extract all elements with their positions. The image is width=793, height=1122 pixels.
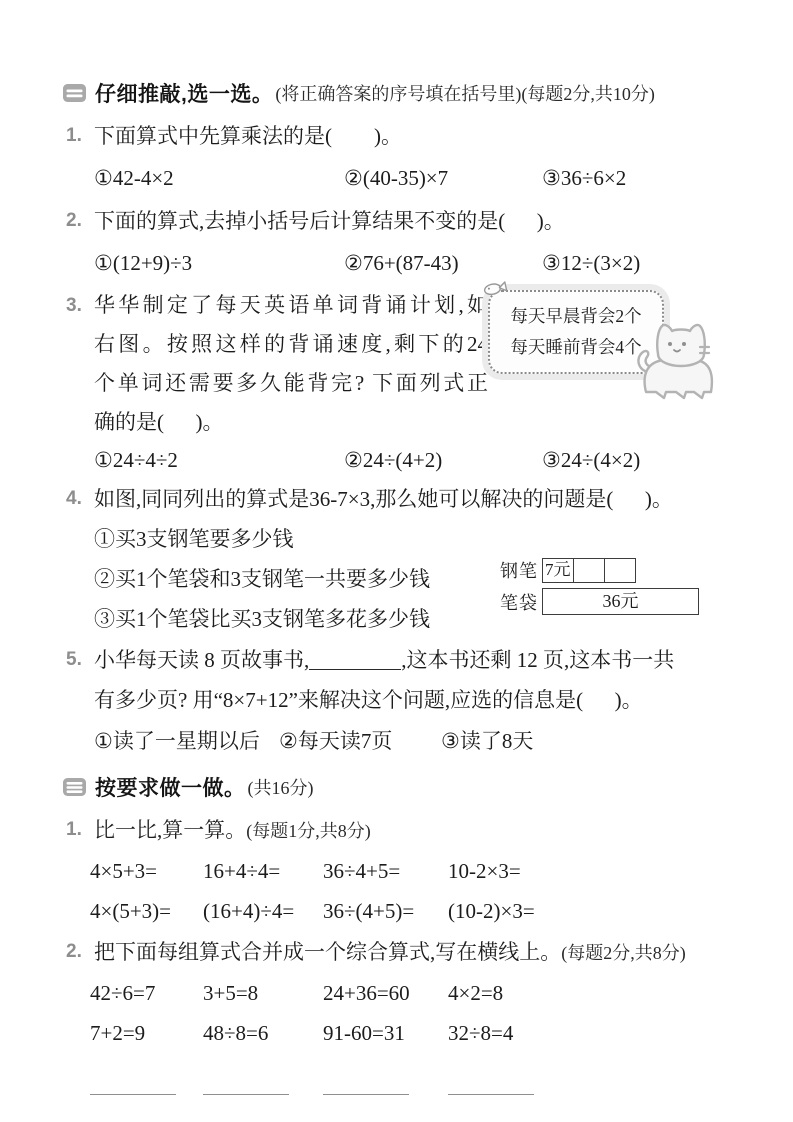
- option-1: ①读了一星期以后: [94, 729, 260, 753]
- question-1-text: 下面算式中先算乘法的是( )。: [94, 124, 402, 148]
- answer-line: [323, 1071, 409, 1095]
- notebook-list-icon: [62, 83, 87, 103]
- memo-line-2: 每天睡前背会4个: [510, 337, 642, 357]
- equation: 48÷8=6: [203, 1021, 269, 1045]
- equation: 7+2=9: [90, 1021, 146, 1045]
- instruction-text: 把下面每组算式合并成一个综合算式,写在横线上。: [94, 940, 562, 964]
- section2-title: 按要求做一做。: [95, 777, 246, 800]
- option-2: ②(40-35)×7: [344, 166, 449, 190]
- option-1: ①(12+9)÷3: [94, 251, 193, 275]
- question-number: 2.: [66, 941, 82, 962]
- question-3-line: 华华制定了每天英语单词背诵计划,如: [94, 293, 488, 317]
- equation-row-2: [90, 891, 741, 931]
- equation: 91-60=31: [323, 1021, 405, 1045]
- cat-illustration: [634, 314, 718, 407]
- section2-header: [62, 772, 741, 802]
- question-5-options: [94, 720, 741, 762]
- bag-bar: [542, 588, 699, 615]
- section1-title: 仔细推敲,选一选。: [95, 83, 274, 106]
- question-1-number: 1.: [66, 125, 82, 146]
- question-number: 1.: [66, 819, 82, 840]
- option-3: ③买1个笔袋比买3支钢笔多花多少钱: [94, 607, 430, 631]
- equation: (16+4)÷4=: [203, 899, 295, 923]
- answer-line: [90, 1071, 176, 1095]
- question-2: [66, 201, 741, 285]
- question-2-number: 2.: [66, 210, 82, 231]
- section1-header: [62, 78, 741, 108]
- option-1: ①42-4×2: [94, 166, 174, 190]
- equation: 4×5+3=: [90, 859, 158, 883]
- equation: 10-2×3=: [448, 859, 521, 883]
- section2-question-2: [66, 932, 741, 1103]
- bag-row: [500, 588, 699, 615]
- bag-price: 36元: [602, 591, 639, 611]
- question-4: [66, 479, 741, 639]
- equation: 4×(5+3)=: [90, 899, 172, 923]
- answer-lines-row: [90, 1071, 741, 1103]
- instruction-text: 比一比,算一算。: [94, 818, 247, 842]
- question-4-number: 4.: [66, 488, 82, 509]
- question-3-line: 确的是( )。: [94, 410, 224, 434]
- question-5-line-2: 有多少页? 用“8×7+12”来解决这个问题,应选的信息是( )。: [94, 688, 643, 712]
- question-5: [66, 640, 741, 762]
- answer-line: [203, 1071, 289, 1095]
- option-3: ③24÷(4×2): [542, 448, 641, 472]
- equation-row-1: [90, 851, 741, 891]
- points-note: (每题1分,共8分): [246, 821, 371, 841]
- pen-label: 钢笔: [500, 561, 538, 581]
- memo-line-1: 每天早晨背会2个: [510, 306, 642, 326]
- fill-in-blank: [309, 646, 401, 670]
- points-note: (每题2分,共8分): [561, 943, 686, 963]
- question-5-number: 5.: [66, 649, 82, 670]
- bag-label: 笔袋: [500, 592, 538, 613]
- question-3-options: [94, 442, 741, 478]
- question-1: [66, 116, 741, 200]
- option-3: ③36÷6×2: [542, 166, 627, 190]
- section1-note: (将正确答案的序号填在括号里)(每题2分,共10分): [275, 84, 655, 104]
- question-1-options: [94, 156, 741, 200]
- equation-row-2: [90, 1013, 741, 1053]
- option-2: ②76+(87-43): [344, 251, 459, 275]
- equation: (10-2)×3=: [448, 899, 535, 923]
- question-text: [94, 810, 741, 851]
- question-5-text-post: ,这本书还剩 12 页,这本书一共: [401, 648, 675, 672]
- question-2-text: 下面的算式,去掉小括号后计算结果不变的是( )。: [94, 209, 565, 233]
- section2-note: (共16分): [247, 778, 314, 798]
- equation: 36÷(4+5)=: [323, 899, 415, 923]
- pen-empty-cell: [574, 559, 605, 582]
- question-3-line: 个单词还需要多久能背完? 下面列式正: [94, 371, 488, 395]
- equation: 42÷6=7: [90, 981, 156, 1005]
- option-2: ②每天读7页: [279, 729, 393, 753]
- question-3-line: 右图。按照这样的背诵速度,剩下的24: [94, 332, 488, 356]
- equation: 16+4÷4=: [203, 859, 281, 883]
- equation: 3+5=8: [203, 981, 259, 1005]
- equation: 36÷4+5=: [323, 859, 401, 883]
- option-3: ③12÷(3×2): [542, 251, 641, 275]
- price-bar-diagram: [500, 557, 699, 620]
- option-3: ③读了8天: [441, 729, 534, 753]
- pen-row: [500, 557, 699, 583]
- pen-bar: [542, 558, 636, 583]
- option-1: ①24÷4÷2: [94, 448, 178, 472]
- option-1: ①买3支钢笔要多少钱: [94, 527, 294, 551]
- pen-empty-cell: [605, 559, 635, 582]
- option-2: ②24÷(4+2): [344, 448, 443, 472]
- question-5-text-pre: 小华每天读 8 页故事书,: [94, 648, 310, 672]
- question-3-number: 3.: [66, 295, 82, 316]
- question-4-text: 如图,同同列出的算式是36-7×3,那么她可以解决的问题是( )。: [94, 487, 673, 511]
- question-2-options: [94, 241, 741, 285]
- equation: 32÷8=4: [448, 1021, 514, 1045]
- equation-row-1: [90, 973, 741, 1013]
- answer-line: [448, 1071, 534, 1095]
- notebook-list-icon: [62, 777, 87, 797]
- question-text: [94, 932, 741, 973]
- pen-price-cell: 7元: [543, 559, 574, 582]
- equation: 24+36=60: [323, 981, 410, 1005]
- question-5-line-1: [94, 640, 741, 680]
- option-2: ②买1个笔袋和3支钢笔一共要多少钱: [94, 567, 430, 591]
- section2-question-1: [66, 810, 741, 931]
- memo-box: [488, 290, 664, 374]
- question-3: [66, 286, 741, 478]
- equation: 4×2=8: [448, 981, 504, 1005]
